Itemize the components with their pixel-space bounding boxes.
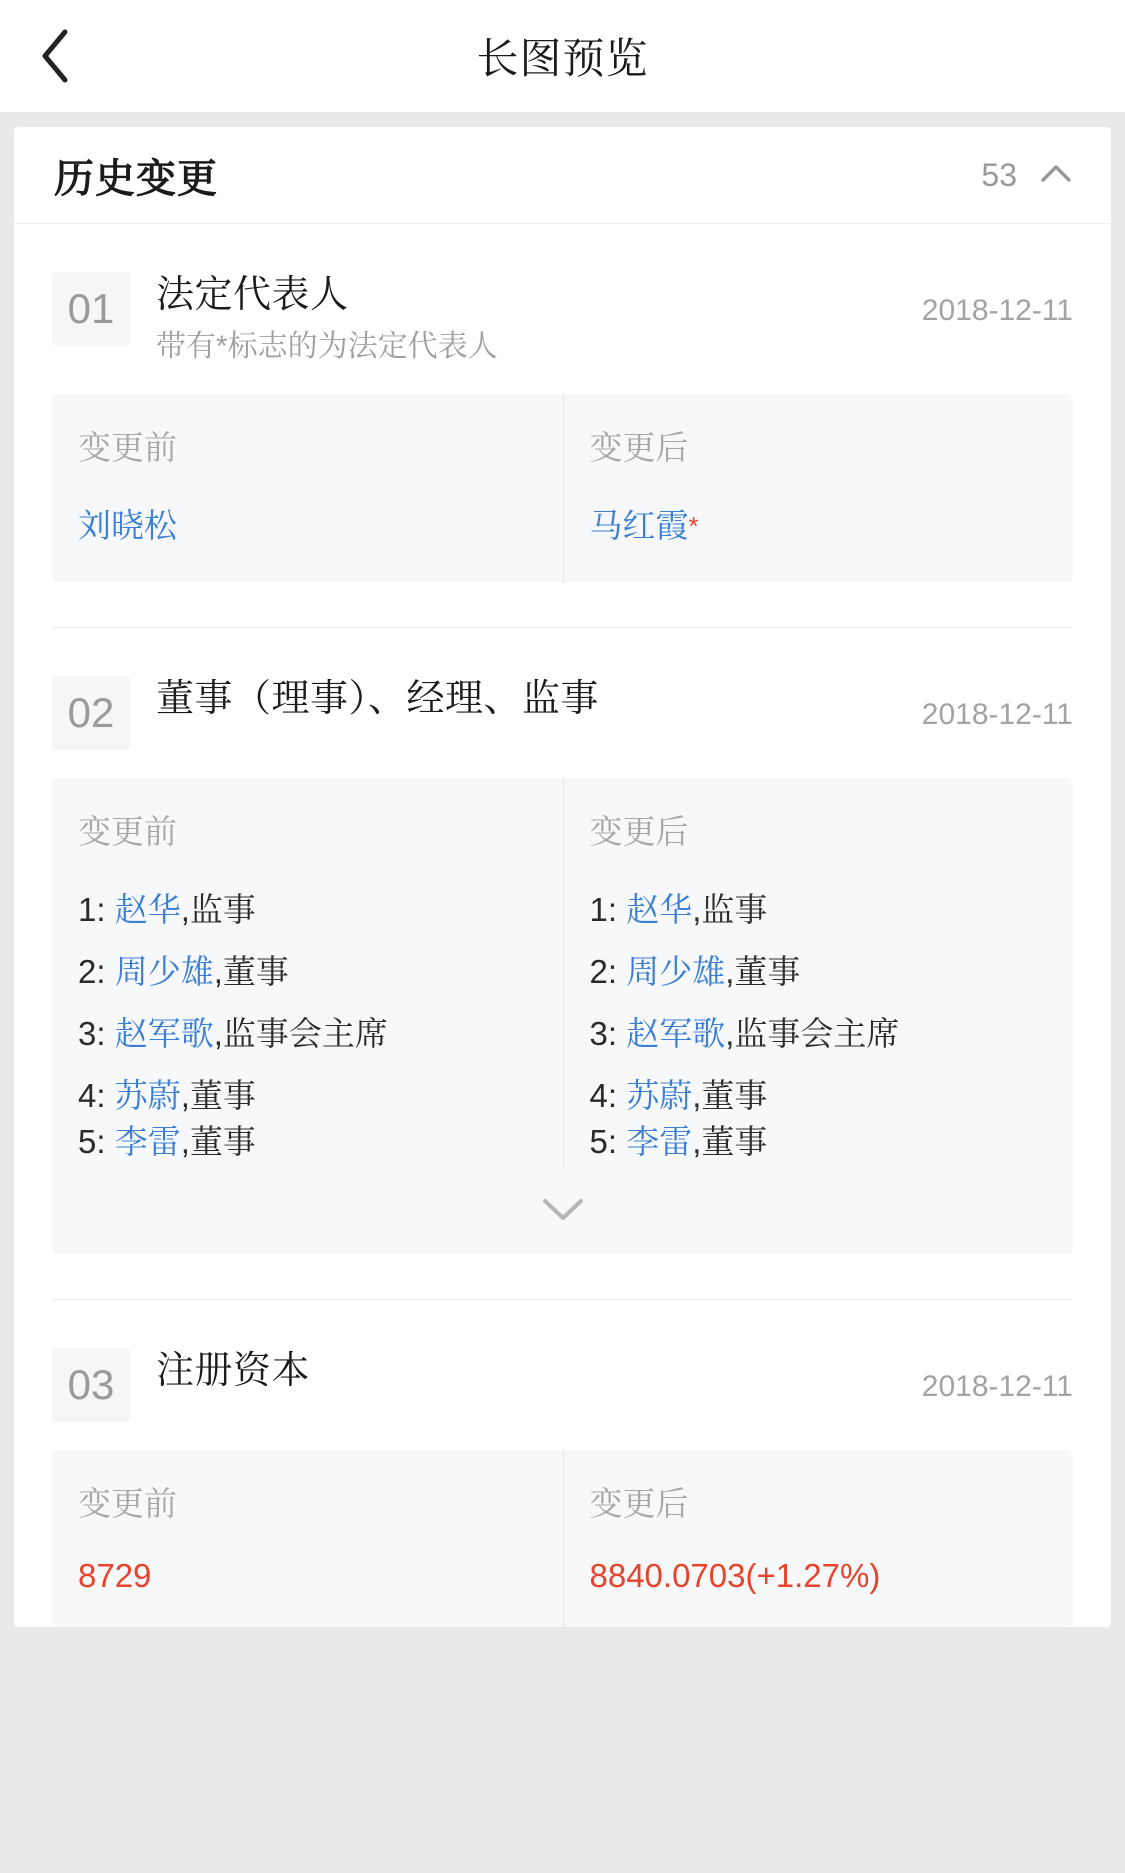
change-item-texts [156,1348,904,1394]
person-name[interactable]: 苏蔚 [114,1077,181,1114]
compare-column-before [52,394,563,583]
list-item [78,1003,537,1065]
chevron-up-icon[interactable] [1039,158,1073,192]
row-number: 4: [78,1077,106,1114]
section-title: 历史变更 [54,156,218,201]
compare-label-after: 变更后 [589,429,689,466]
person-role: ,监事会主席 [725,1015,900,1052]
row-number: 3: [589,1015,618,1052]
compare-column-after [563,1450,1074,1627]
change-item-header [52,1300,1073,1422]
change-item-subtitle: 带有*标志的为法定代表人 [156,330,498,363]
compare-label-before: 变更前 [78,813,177,850]
before-value: 8729 [78,1557,152,1594]
compare-column-before [52,1450,563,1627]
change-item [14,224,1111,628]
change-item-date: 2018-12-11 [921,294,1073,327]
after-value[interactable]: 马红霞 [589,507,689,544]
list-item [78,941,537,1003]
section-header-history-changes[interactable] [14,127,1111,224]
change-item-index: 01 [52,272,130,346]
compare-label-before: 变更前 [78,1485,177,1522]
row-number: 4: [589,1077,618,1114]
change-item [14,628,1111,1300]
page-body [0,113,1125,1873]
row-number: 2: [78,953,106,990]
person-role: ,董事 [180,1077,256,1114]
list-item [590,879,1048,941]
row-number: 1: [589,891,618,928]
compare-column-before [52,778,563,1169]
list-item [590,1111,1048,1173]
compare-panel [52,778,1073,1255]
person-role: ,董事 [213,953,289,990]
person-role: ,董事 [725,953,801,990]
person-name[interactable]: 赵军歌 [114,1015,214,1052]
expand-rows-button[interactable] [52,1169,1073,1255]
section-count: 53 [981,156,1017,193]
change-item-index: 02 [52,676,130,750]
list-item [590,941,1048,1003]
list-item [590,1003,1048,1065]
row-number: 5: [78,1123,106,1160]
compare-column-after [563,394,1074,583]
compare-grid [52,1450,1073,1627]
change-item-date: 2018-12-11 [921,698,1073,731]
page-title: 长图预览 [476,35,649,82]
row-number: 1: [78,891,106,928]
change-item-title: 董事（理事）、经理、监事 [156,678,600,720]
person-name[interactable]: 赵军歌 [626,1015,726,1052]
change-item [14,1300,1111,1627]
row-number: 5: [589,1123,618,1160]
list-item [78,1111,537,1173]
legal-rep-star: * [688,511,699,541]
change-item-title: 注册资本 [156,1350,311,1392]
person-name[interactable]: 周少雄 [114,953,214,990]
list-item [78,879,537,941]
compare-label-before: 变更前 [78,429,177,466]
compare-grid [52,778,1073,1169]
change-item-index: 03 [52,1348,130,1422]
section-header-right [981,157,1073,194]
person-name[interactable]: 周少雄 [626,953,726,990]
person-name[interactable]: 赵华 [114,891,181,928]
list-item-clipped-wrap [589,1123,1048,1160]
navigation-bar [0,0,1125,113]
compare-panel [52,394,1073,583]
person-name[interactable]: 李雷 [114,1123,181,1160]
person-name[interactable]: 苏蔚 [626,1077,693,1114]
change-item-texts [156,272,904,366]
person-role: ,监事 [692,891,768,928]
compare-panel [52,1450,1073,1627]
compare-grid [52,394,1073,583]
change-item-date: 2018-12-11 [921,1370,1073,1403]
list-item-clipped-wrap [78,1123,537,1160]
back-button[interactable] [0,0,110,112]
person-role: ,董事 [692,1077,768,1114]
after-value-wrap[interactable] [590,495,1048,557]
change-item-header [52,224,1073,366]
person-role: ,监事 [180,891,256,928]
row-number: 2: [589,953,618,990]
chevron-left-icon [38,27,72,85]
person-role: ,监事会主席 [213,1015,388,1052]
change-item-texts [156,676,904,722]
person-role: ,董事 [692,1123,768,1160]
after-value: 8840.0703(+1.27%) [589,1557,881,1594]
person-name[interactable]: 李雷 [626,1123,693,1160]
compare-label-after: 变更后 [589,1485,689,1522]
history-changes-card [14,127,1111,1627]
change-item-header [52,628,1073,750]
compare-label-after: 变更后 [589,813,689,850]
compare-column-after [563,778,1074,1169]
row-number: 3: [78,1015,106,1052]
person-name[interactable]: 赵华 [626,891,693,928]
before-value[interactable]: 刘晓松 [78,507,177,544]
chevron-down-icon[interactable] [541,1197,585,1228]
person-role: ,董事 [180,1123,256,1160]
change-item-title: 法定代表人 [156,274,349,316]
